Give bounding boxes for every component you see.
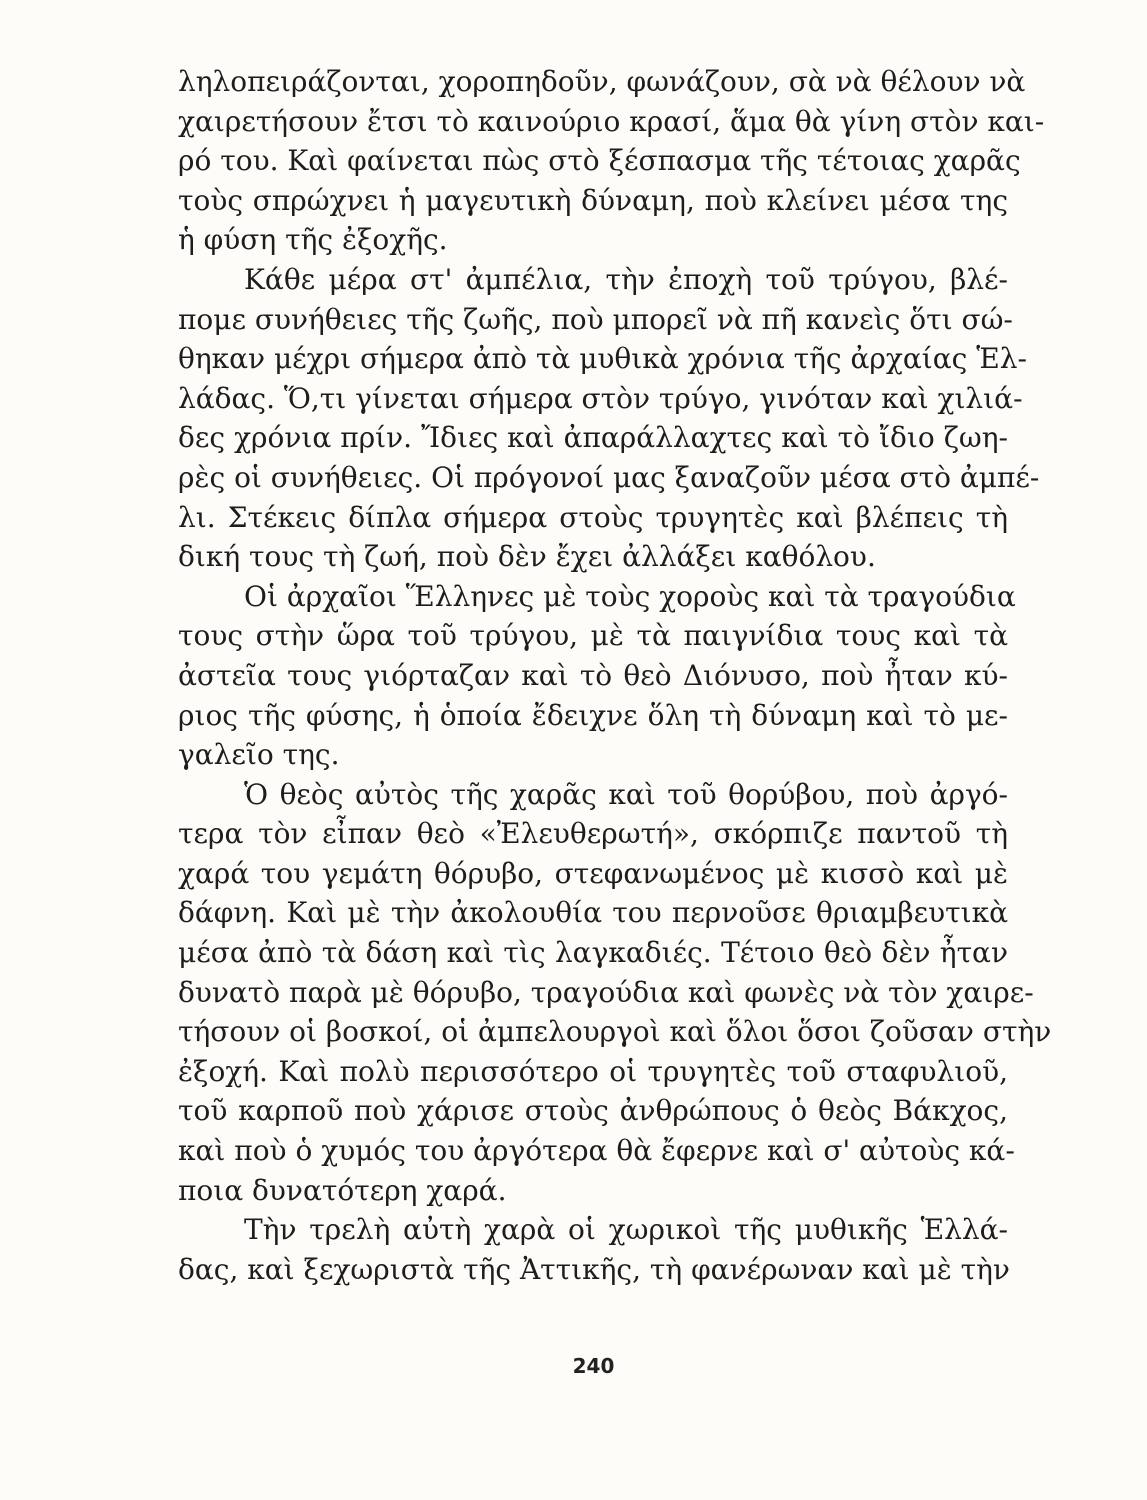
text-line: τερα τὸν εἶπαν θεὸ «Ἐλευθερωτή», σκόρπιζε παντοῦ τὴ — [178, 817, 1008, 851]
text-line: ριος τῆς φύσης, ἡ ὁποία ἔδειχνε ὅλη τὴ δύναμη καὶ τὸ με- — [178, 698, 1008, 732]
text-line: Κάθε μέρα στ' ἀμπέλια, τὴν ἐποχὴ τοῦ τρύγου, βλέ- — [244, 262, 1008, 296]
paragraph — [178, 1210, 1008, 1289]
text-line: δική τους τὴ ζωή, ποὺ δὲν ἔχει ἀλλάξει καθόλου. — [178, 540, 876, 574]
text-line: ποια δυνατότερη χαρά. — [178, 1173, 507, 1207]
text-line: Οἱ ἀρχαῖοι Ἕλληνες μὲ τοὺς χοροὺς καὶ τὰ τραγούδια — [244, 579, 1016, 613]
text-line: δάφνη. Καὶ μὲ τὴν ἀκολουθία του περνοῦσε θριαμβευτικὰ — [178, 896, 1008, 930]
text-line: θηκαν μέχρι σήμερα ἀπὸ τὰ μυθικὰ χρόνια τῆς ἀρχαίας Ἑλ- — [178, 342, 1027, 376]
text-line: ἐξοχή. Καὶ πολὺ περισσότερο οἱ τρυγητὲς τοῦ σταφυλιοῦ, — [178, 1054, 1008, 1088]
paragraph — [178, 577, 1016, 775]
text-line: τοὺς σπρώχνει ἡ μαγευτικὴ δύναμη, ποὺ κλείνει μέσα της — [178, 183, 1008, 217]
text-line: χαιρετήσουν ἔτσι τὸ καινούριο κρασί, ἅμα θὰ γίνη στὸν και- — [178, 104, 1045, 138]
paragraph — [178, 62, 1045, 260]
text-line: λάδας. Ὅ,τι γίνεται σήμερα στὸν τρύγο, γινόταν καὶ χιλιά- — [178, 381, 1023, 415]
text-line: ρό του. Καὶ φαίνεται πὼς στὸ ξέσπασμα τῆς τέτοιας χαρᾶς — [178, 144, 1021, 178]
text-line: ρὲς οἱ συνήθειες. Οἱ πρόγονοί μας ξαναζοῦν μέσα στὸ ἀμπέ- — [178, 460, 1040, 494]
text-line: ληλοπειράζονται, χοροπηδοῦν, φωνάζουν, σὰ νὰ θέλουν νὰ — [178, 65, 1026, 98]
text-line: γαλεῖο της. — [178, 738, 340, 772]
text-line: μέσα ἀπὸ τὰ δάση καὶ τὶς λαγκαδιές. Τέτοιο θεὸ δὲν ἦταν — [178, 936, 1008, 970]
text-line: Τὴν τρελὴ αὐτὴ χαρὰ οἱ χωρικοὶ τῆς μυθικῆς Ἑλλά- — [244, 1213, 1008, 1247]
text-line: χαρά του γεμάτη θόρυβο, στεφανωμένος μὲ κισσὸ καὶ μὲ — [178, 856, 1008, 890]
paragraph — [178, 775, 1052, 1211]
text-line: δες χρόνια πρίν. Ἴδιες καὶ ἀπαράλλαχτες καὶ τὸ ἴδιο ζωη- — [178, 421, 1008, 455]
paragraph — [178, 260, 1040, 577]
text-line: δας, καὶ ξεχωριστὰ τῆς Ἀττικῆς, τὴ φανέρωναν καὶ μὲ τὴν — [178, 1252, 1010, 1286]
text-line: Ὁ θεὸς αὐτὸς τῆς χαρᾶς καὶ τοῦ θορύβου, ποὺ ἀργό- — [244, 777, 1008, 811]
text-line: δυνατὸ παρὰ μὲ θόρυβο, τραγούδια καὶ φωνὲς νὰ τὸν χαιρε- — [178, 975, 1034, 1009]
page-number: 240 — [572, 1354, 615, 1378]
text-line: τήσουν οἱ βοσκοί, οἱ ἀμπελουργοὶ καὶ ὅλοι ὅσοι ζοῦσαν στὴν — [178, 1015, 1052, 1049]
body-text — [178, 62, 1052, 1289]
text-line: τους στὴν ὥρα τοῦ τρύγου, μὲ τὰ παιγνίδια τους καὶ τὰ — [178, 619, 1008, 653]
text-line: ἀστεῖα τους γιόρταζαν καὶ τὸ θεὸ Διόνυσο, ποὺ ἦταν κύ- — [178, 658, 1008, 692]
text-line: καὶ ποὺ ὁ χυμός του ἀργότερα θὰ ἔφερνε καὶ σ' αὐτοὺς κά- — [178, 1134, 1015, 1168]
text-line: πομε συνήθειες τῆς ζωῆς, ποὺ μπορεῖ νὰ πῆ κανεὶς ὅτι σώ- — [178, 302, 1013, 336]
text-line: λι. Στέκεις δίπλα σήμερα στοὺς τρυγητὲς καὶ βλέπεις τὴ — [178, 500, 1008, 534]
text-line: ἡ φύση τῆς ἐξοχῆς. — [178, 223, 448, 257]
text-line: τοῦ καρποῦ ποὺ χάρισε στοὺς ἀνθρώπους ὁ θεὸς Βάκχος, — [178, 1094, 1008, 1128]
